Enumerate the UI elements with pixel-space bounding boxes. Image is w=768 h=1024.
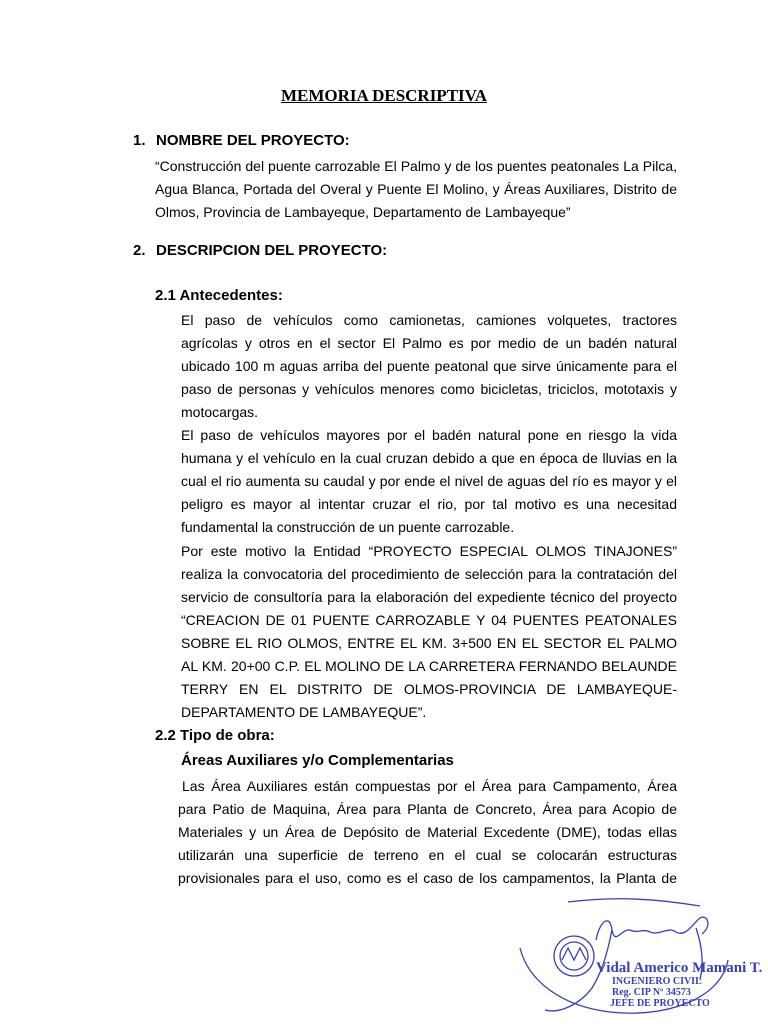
text-line: realiza la convocatoria del procedimiento de selección para la contratación del: [181, 566, 677, 582]
text-line: fundamental la construcción de un puente carrozable.: [181, 519, 515, 535]
subsection-2-2-heading: 2.2 Tipo de obra:: [155, 727, 275, 744]
text-line: paso de personas y vehículos menores como bicicletas, triciclos, mototaxis y: [181, 381, 677, 397]
text-line: “CREACION DE 01 PUENTE CARROZABLE Y 04 PUENTES PEATONALES: [181, 612, 677, 628]
tipo-de-obra-paragraph: [178, 775, 677, 890]
section-1-heading: [133, 132, 350, 149]
text-line: peligro es mayor al intentar cruzar el rio, por tal motivo es una necesitad: [181, 496, 677, 512]
text-line: TERRY EN EL DISTRITO DE OLMOS-PROVINCIA DE LAMBAYEQUE-: [181, 681, 677, 697]
text-line: DEPARTAMENTO DE LAMBAYEQUE”.: [181, 704, 427, 720]
text-line: agrícolas y otros en el sector El Palmo es por medio de un badén natural: [181, 335, 677, 351]
subsection-2-1-heading: 2.1 Antecedentes:: [155, 287, 283, 304]
text-line: AL KM. 20+00 C.P. EL MOLINO DE LA CARRETERA FERNANDO BELAUNDE: [181, 658, 677, 674]
text-line: Por este motivo la Entidad “PROYECTO ESPECIAL OLMOS TINAJONES”: [181, 543, 677, 559]
text-line: El paso de vehículos mayores por el badén natural pone en riesgo la vida: [181, 427, 677, 443]
stamp-name: Vidal Americo Mamani T.: [596, 960, 763, 976]
text-line: SOBRE EL RIO OLMOS, ENTRE EL KM. 3+500 EN EL SECTOR EL PALMO: [181, 635, 677, 651]
text-line: Las Área Auxiliares están compuestas por el Área para Campamento, Área: [182, 778, 677, 794]
antecedentes-paragraph-3: [181, 540, 677, 724]
section-1-body: [155, 155, 677, 224]
text-line: Materiales y un Área de Depósito de Material Excedente (DME), todas ellas: [178, 824, 677, 840]
section-number: 1.: [133, 132, 146, 149]
stamp-title: INGENIERO CIVIL: [612, 976, 702, 987]
text-line: cual el rio aumenta su caudal y por ende el nivel de aguas del río es mayor y el: [181, 473, 677, 489]
text-line: motocargas.: [181, 404, 259, 420]
stamp-role: JEFE DE PROYECTO: [610, 998, 710, 1009]
section-title: DESCRIPCION DEL PROYECTO:: [156, 242, 388, 259]
text-line: El paso de vehículos como camionetas, camiones volquetes, tractores: [181, 312, 677, 328]
text-line: Olmos, Provincia de Lambayeque, Departamento de Lambayeque”: [155, 204, 571, 220]
text-line: utilizarán una superficie de terreno en el cual se colocarán estructuras: [178, 847, 677, 863]
text-line: provisionales para el uso, como es el caso de los campamentos, la Planta de: [178, 870, 677, 886]
stamp-registration: Reg. CIP Nº 34573: [612, 987, 691, 998]
text-line: Agua Blanca, Portada del Overal y Puente El Molino, y Áreas Auxiliares, Distrito de: [155, 181, 677, 197]
page-title: MEMORIA DESCRIPTIVA: [280, 86, 488, 105]
text-line: humana y el vehículo en la cual cruzan debido a que en época de lluvias en la: [181, 450, 677, 466]
text-line: servicio de consultoría para la elaboración del expediente técnico del proyecto: [181, 589, 677, 605]
section-title: NOMBRE DEL PROYECTO:: [156, 132, 350, 149]
section-number: 2.: [133, 242, 146, 259]
antecedentes-paragraph-1: [181, 309, 677, 424]
antecedentes-paragraph-2: [181, 424, 677, 539]
text-line: ubicado 100 m aguas arriba del puente peatonal que sirve únicamente para el: [181, 358, 677, 374]
text-line: “Construcción del puente carrozable El Palmo y de los puentes peatonales La Pilca,: [155, 158, 677, 174]
text-line: para Patio de Maquina, Área para Planta de Concreto, Área para Acopio de: [178, 801, 677, 817]
subsubsection-heading: Áreas Auxiliares y/o Complementarias: [181, 752, 454, 769]
section-2-heading: [133, 242, 387, 259]
